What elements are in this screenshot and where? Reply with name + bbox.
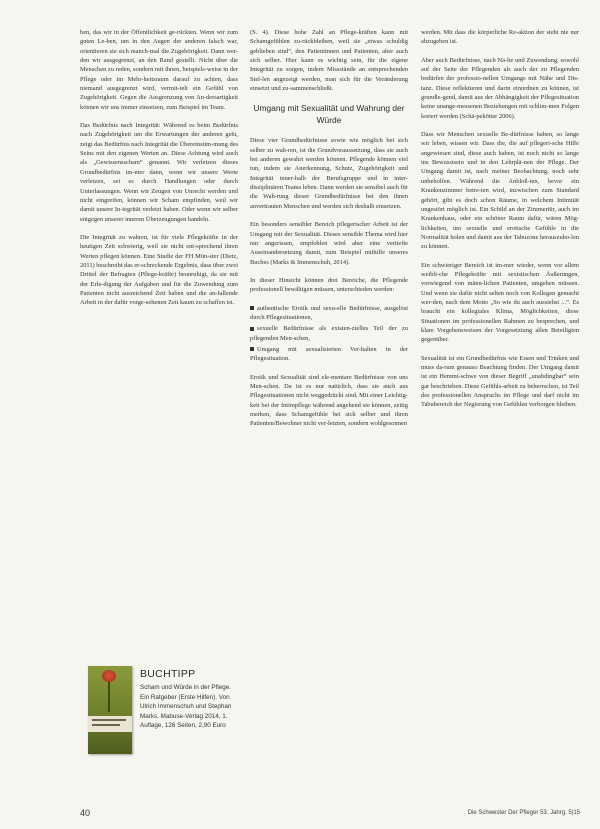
bullet-item: sexuelle Bedürfnisse als existen-zielles Teil der zu pflegenden Men-schen, (250, 325, 408, 342)
paragraph: Erotik und Sexualität sind ele-mentare Bedürfnisse von uns Men-schen. Da ist es nur natürlich, dass sie auch aus Pflegesituationen nicht weggedrückt sind. Mit einer Leichtig-keit bei der Intimpflege während angehend sie können, zeitig merken, dass Schamgefühle bei sich selber und ihren Patienten/Bewohner nicht ver-letzten, sondern wohlgesonnen (250, 373, 408, 428)
paragraph: Aber auch Bedürfnisse, nach Nä-he und Zuwendung, sowohl auf der Seite der Pflegenden als auch der zu Pflegenden bedürfen der professio-nellen Umgangs mit Nähe und Dis-tanz. Diese reflektieren und darin einordnen zu können, ist grundle-gend, damit aus der Abhängigkeit der Pflegesituation keine unange-messenen Beziehungen mit schlim-men Folgen kreiert werden (Schä-pekötter 2006). (421, 56, 579, 120)
book-tip-box (80, 666, 238, 764)
square-bullet-icon (250, 347, 254, 351)
book-tip-description: Scham und Würde in der Pflege. Ein Ratgeber (Erste Hilfen). Von Ulrich Immenschuh und Stephan Marks. Mabuse-Verlag 2014, 1. Auflage, 126 Seiten, 2,90 Euro (140, 684, 232, 730)
paragraph: (S. 4). Diese hohe Zahl an Pflege-kräften kann mit Schamgefühlen zu-rückbleiben, weil sie „etwas schuldig geblieben sind“, den Patientinnen und Patienten, aber auch sich selber. Hier kann es wichtig sein, für die eigene Integrität zu sorgen, indem Missstände an entsprechenden Stel-len angezeigt werden, man sich für die Veränderung einsetzt und zu-sammenschließt. (250, 29, 408, 93)
section-heading: Umgang mit Sexualität und Wahrung der Würde (253, 103, 405, 126)
text-column-2 (250, 28, 408, 438)
book-tip-text (140, 670, 238, 730)
paragraph: Die Integrität zu wahren, ist für viele Pflegekräfte in der heutigen Zeit schwierig, weil sie nicht ent-sprechend ihren Werten pflegen können. Eine Studie der FH Mün-ster (Dietz, 2011) beschreibt das er-schreckende Ergebnis, dass über zwei Drittel der Befragten (Pflege-kräfte) beunruhigt, da sie mit der Erle-digung der Aufgaben und für die Zuwendung zum Patienten nicht ausreichend Zeit haben und die an-fallende Arbeit in der dafür vorge-sehenen Zeit kaum zu schaffen ist. (80, 233, 238, 307)
paragraph: Diese vier Grundbedürfnisse sowie wie möglich bei sich selber zu wah-ren, ist die Grundvoraussetzung, dass sie auch bei anderen gewahrt werden können. Pflegende können viel tun, indem sie Anerkennung, Schutz, Zugehörigkeit und Integrität inner-halb der Berufsgruppe und in inter-disziplinären Teams leben. Dann werden sie sensibel auch für die Wah-rung dieser Grundbedürfnisse bei den ihnen anvertrauten Menschen und werden sich deshalb einsetzen. (250, 137, 408, 210)
book-tip-label: BUCHTIPP (140, 668, 196, 680)
text-column-1 (80, 28, 238, 317)
paragraph: Dass wir Menschen sexuelle Be-dürfnisse haben, so lange wir leben, wissen wir. Dass die, die auf pflegeri-sche Hilfe angewiesen sind, diese auch haben, ist noch nicht so lange ins Bewusstsein und in den Lehrplä-nen der Pflege. Der Umgang damit ist, nach meiner Beobachtung, noch sehr unbeholfen. Während die Anbloß-ten, bevor ein Krankenzimmer betre-ten wird, inzwischen zum Standard gehört, gibt es doch schon Räume, in welchem Intimität ungestört möglich ist. Ein Schild an der Zimmertür, auch im Krankenhaus, oder ein schöner Raum dafür, wären Mög-lichkeiten, um sexuelle und erotische Gefühle in die Normalität holen und damit aus der Tabuzone herauszuho-len zu können. (421, 131, 579, 251)
paragraph: Ein schwieriger Bereich ist im-mer wieder, wenn vor allem weibli-che Pflegekräfte mit sexistischen Äußerungen, vorwiegend von männ-lichen Patienten, umgehen müssen. Und wenn sie dafür nicht selten noch von Kollegen gemacht wer-den, nach dem Motto „So wie du auch aussiehst ...“. Es braucht ein kollegiales Klima, Möglichkeiten, diese Situationen im professionellen Rahmen zu besprechen, und klare Vorgehensweisen der Vorgesetztung allen Beteiligten gegenüber. (421, 261, 579, 344)
paragraph: Ein besonders sensibler Bereich pflegerischer Arbeit ist der Umgang mit der Sexualität. Dieses sensible Thema wird hier nur angerissen, empfohlen wird aber eine vertiefte Auseinandersetzung damit, zum Beispiel mithilfe unseres Buches (Marks & Immenschuh, 2014). (250, 221, 408, 266)
square-bullet-icon (250, 327, 254, 331)
paragraph: Sexualität ist ein Grundbedürfnis wie Essen und Trinken und muss da-rum genauso Beachtung finden. Der Umgang damit ist ein Hemmt-schwe von dieser Begriff „unabdingbar“ sein gar beschrieben. Diese Gefühls-arbeit zu beherrschen, ist Teil des professionellen Anspruchs im Pflege und darf nicht im Tabubereich der Negierung von Gefühlen verborgen bleiben. (421, 354, 579, 409)
text-column-3 (421, 28, 579, 419)
paragraph: werden. Mit dass die körperliche Re-aktion der steht nie nur abzugeben ist. (421, 29, 579, 46)
paragraph: In dieser Hinsicht können drei Bereiche, die Pflegende professionell bewältigen müssen, unterschieden werden: (250, 276, 408, 294)
paragraph: ben, das wir in der Öffentlichkeit ge-rückten. Wenn wir zum guten Le-ben, um in den Augen der anderen falsch war, orientieren sie sich manch-mal die Zugehörigkeit. Dann wer-den wir ausgegrenzt, an den Rand gestellt. Nicht über die Menschen zu reden, sondern mit ihnen, beispiels-weise in der Pflege oder im Mehr-heitsraum darauf zu achten, dass niemand ausgegrenzt wird, vermit-telt ein Gefühl von Zugehörigkeit. Gegen die Ausgrenzung von An-dersartigkeit können wir uns immer einsetzen, zum Beispiel im Team. (80, 29, 238, 111)
square-bullet-icon (250, 306, 254, 310)
bullet-list (250, 304, 408, 364)
journal-footer: Die Schwester Der Pfleger 53. Jahrg. 5|15 (467, 810, 580, 816)
paragraph: Das Bedürfnis nach Integrität: Während es beim Bedürfnis nach Zugehörigkeit um die Erwartungen der anderen geht, zeigt das Bedürfnis nach Integrität die Übereinstim-mung des Seins mit den eigenen Werten an. Diese Achtung wird auch als „Gewissensscham“ genannt. Wir verletzen dieses Grundbedürfnis im-mer dann, wenn wir unsere Werte verletzen, sei es durch Handlungen oder durch Unterlassungen. Wenn wir Zeugen von Unrecht werden und nicht eingreifen, können wir Scham empfinden, weil wir damit unsere In-tegrität verletzt haben. Oder wenn wir selber entgegen unserer inneren Überzeugungen handeln. (80, 122, 238, 223)
bullet-item: authentische Erotik und sexu-elle Bedürfnisse, ausgelöst durch Pflegesituationen, (250, 304, 408, 321)
book-cover-image (88, 666, 132, 754)
page-number: 40 (80, 808, 91, 818)
bullet-item: Umgang mit sexualisierten Ver-halten in der Pflegesituation. (250, 345, 408, 363)
flower-icon (102, 670, 116, 682)
